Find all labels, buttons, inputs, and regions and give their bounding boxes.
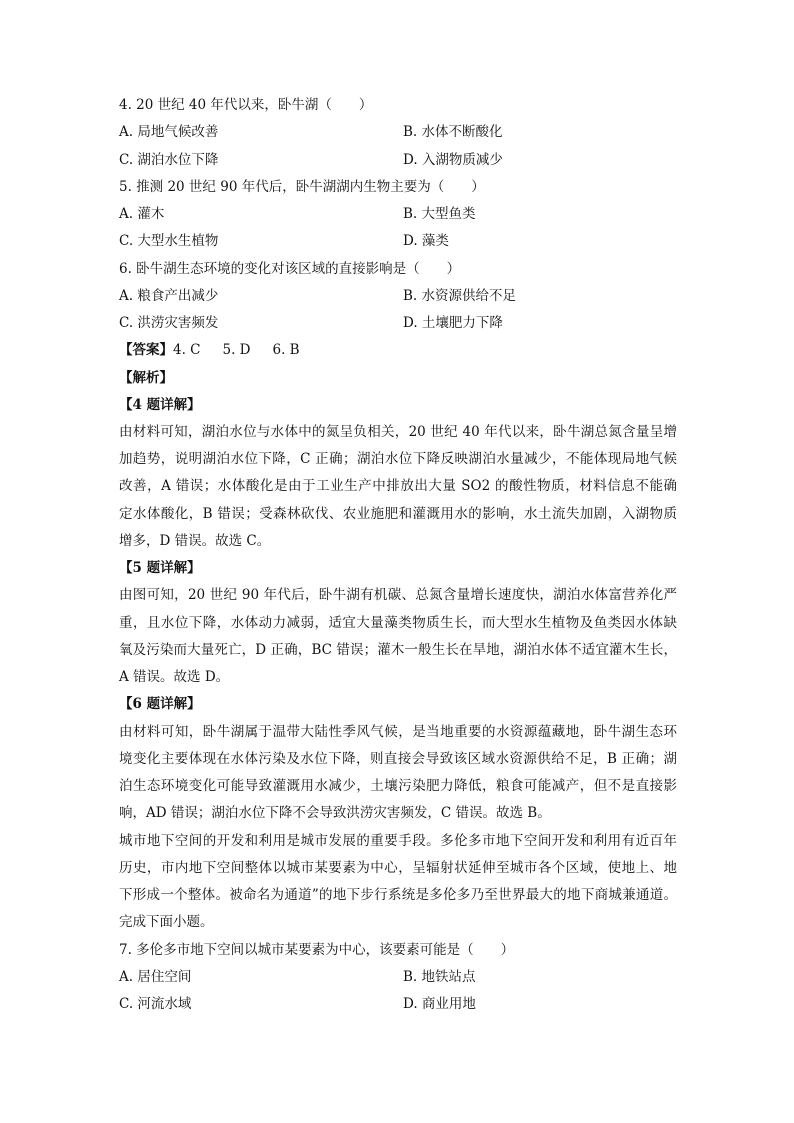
q7-option-c: C. 河流水域 xyxy=(119,996,192,1012)
detail-6-line-1: 由材料可知，卧牛湖属于温带大陆性季风气候，是当地重要的水资源蕴藏地，卧牛湖生态环 xyxy=(119,724,677,740)
q7-option-b: B. 地铁站点 xyxy=(403,969,476,985)
detail-5-line-4: A 错误。故选 D。 xyxy=(119,669,230,685)
detail-6-heading: 【6 题详解】 xyxy=(119,696,201,712)
material-line-4: 完成下面小题。 xyxy=(119,914,214,930)
question-5-stem: 5. 推测 20 世纪 90 年代后，卧牛湖湖内生物主要为（ ） xyxy=(119,179,485,195)
q4-option-c: C. 湖泊水位下降 xyxy=(119,152,219,168)
material-line-2: 历史，市内地下空间整体以城市某要素为中心，呈辐射状延伸至城市各个区域，使地上、地 xyxy=(119,860,677,876)
detail-6-line-4: 响，AD 错误；湖泊水位下降不会导致洪涝灾害频发，C 错误。故选 B。 xyxy=(119,805,551,821)
q4-option-d: D. 入湖物质减少 xyxy=(403,152,503,168)
detail-4-line-4: 定水体酸化，B 错误；受森林砍伐、农业施肥和灌溉用水的影响，水土流失加剧，入湖物质 xyxy=(119,506,677,522)
question-7-stem: 7. 多伦多市地下空间以城市某要素为中心，该要素可能是（ ） xyxy=(119,942,515,958)
detail-5-heading: 【5 题详解】 xyxy=(119,560,201,576)
q7-option-d: D. 商业用地 xyxy=(403,996,476,1012)
q5-option-a: A. 灌木 xyxy=(119,206,165,222)
detail-4-line-3: 改善，A 错误；水体酸化是由于工业生产中排放出大量 SO2 的酸性物质，材料信息不能确 xyxy=(119,478,677,494)
answer-line xyxy=(119,341,300,359)
q6-option-b: B. 水资源供给不足 xyxy=(403,288,517,304)
detail-4-line-2: 加趋势，说明湖泊水位下降，C 正确；湖泊水位下降反映湖泊水量减少，不能体现局地气候 xyxy=(119,451,677,467)
detail-4-line-5: 增多，D 错误。故选 C。 xyxy=(119,533,271,549)
answer-label: 【答案】 xyxy=(119,342,173,358)
q4-option-b: B. 水体不断酸化 xyxy=(403,124,503,140)
q5-option-d: D. 藻类 xyxy=(403,233,449,249)
analysis-label: 【解析】 xyxy=(119,370,173,386)
detail-5-line-3: 氧及污染而大量死亡，D 正确，BC 错误；灌木一般生长在旱地，湖泊水体不适宜灌木生长， xyxy=(119,642,677,658)
q5-option-b: B. 大型鱼类 xyxy=(403,206,476,222)
q5-option-c: C. 大型水生植物 xyxy=(119,233,219,249)
detail-6-line-2: 境变化主要体现在水体污染及水位下降，则直接会导致该区域水资源供给不足，B 正确；湖 xyxy=(119,751,677,767)
material-line-3: 下形成一个整体。被命名为通道”的地下步行系统是多伦多乃至世界最大的地下商城兼通道。 xyxy=(119,887,677,903)
material-line-1: 城市地下空间的开发和利用是城市发展的重要手段。多伦多市地下空间开发和利用有近百年 xyxy=(119,833,677,849)
detail-5-line-1: 由图可知，20 世纪 90 年代后，卧牛湖有机碳、总氮含量增长速度快，湖泊水体富营养化严 xyxy=(119,587,677,603)
q6-option-c: C. 洪涝灾害频发 xyxy=(119,315,219,331)
q4-option-a: A. 局地气候改善 xyxy=(119,124,219,140)
q7-option-a: A. 居住空间 xyxy=(119,969,192,985)
question-6-stem: 6. 卧牛湖生态环境的变化对该区域的直接影响是（ ） xyxy=(119,261,461,277)
answer-5: 5. D xyxy=(222,342,251,358)
detail-6-line-3: 泊生态环境变化可能导致灌溉用水减少，土壤污染肥力降低，粮食可能减产，但不是直接影 xyxy=(119,778,677,794)
question-4-stem: 4. 20 世纪 40 年代以来，卧牛湖（ ） xyxy=(119,97,373,113)
detail-4-line-1: 由材料可知，湖泊水位与水体中的氮呈负相关，20 世纪 40 年代以来，卧牛湖总氮含量呈增 xyxy=(119,424,677,440)
q6-option-a: A. 粮食产出减少 xyxy=(119,288,219,304)
detail-5-line-2: 重，且水位下降，水体动力减弱，适宜大量藻类物质生长，而大型水生植物及鱼类因水体缺 xyxy=(119,615,677,631)
q6-option-d: D. 土壤肥力下降 xyxy=(403,315,503,331)
answer-6: 6. B xyxy=(272,342,300,358)
detail-4-heading: 【4 题详解】 xyxy=(119,397,201,413)
answer-4: 4. C xyxy=(173,342,201,358)
